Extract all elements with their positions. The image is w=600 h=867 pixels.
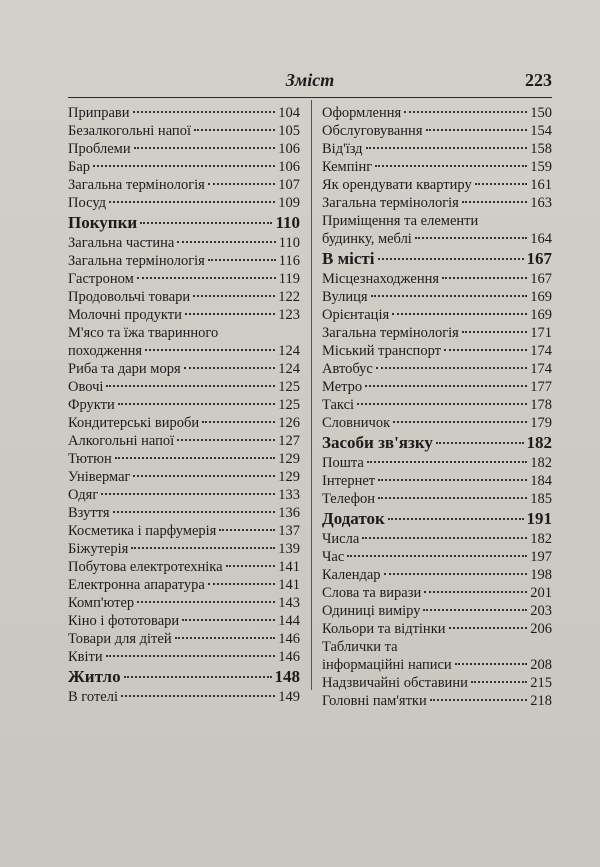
dot-leader [177, 241, 275, 243]
dot-leader [109, 201, 275, 203]
page-header [68, 70, 552, 94]
toc-entry-title: Фрукти [68, 397, 115, 413]
toc-section [322, 248, 552, 270]
toc-entry [322, 454, 552, 472]
toc-left-column [68, 104, 300, 706]
toc-entry-title-cont: походження [68, 343, 143, 359]
toc-entry-title: Числа [322, 531, 360, 547]
toc-entry [322, 620, 552, 638]
dot-leader [436, 442, 524, 444]
toc-entry-title: М'ясо та їжа тваринного [68, 325, 219, 341]
dot-leader [376, 367, 527, 369]
toc-entry [68, 558, 300, 576]
dot-leader [462, 331, 527, 333]
dot-leader [177, 439, 275, 441]
toc-entry-page: 126 [278, 415, 300, 431]
toc-entry [68, 414, 300, 432]
toc-entry-page: 178 [530, 397, 552, 413]
toc-entry-title: Кемпінг [322, 159, 373, 175]
column-divider [311, 100, 312, 690]
toc-entry-page: 150 [530, 105, 552, 121]
dot-leader [423, 609, 527, 611]
dot-leader [347, 555, 527, 557]
toc-entry-page: 146 [278, 631, 300, 647]
toc-entry [68, 194, 300, 212]
dot-leader [430, 699, 528, 701]
toc-entry [322, 306, 552, 324]
toc-entry-page: 184 [530, 473, 552, 489]
dot-leader [202, 421, 275, 423]
toc-entry-title: Овочі [68, 379, 104, 395]
toc-entry [322, 324, 552, 342]
toc-entry-page: 167 [530, 271, 552, 287]
toc-entry-title: Побутова електротехніка [68, 559, 223, 575]
toc-entry-title: Одиниці виміру [322, 603, 421, 619]
toc-entry-title: Приправи [68, 105, 130, 121]
dot-leader [378, 258, 524, 260]
dot-leader [378, 479, 527, 481]
toc-entry-page: 208 [530, 657, 552, 673]
toc-entry-title: Загальна термінологія [322, 325, 459, 341]
toc-entry [68, 234, 300, 252]
toc-entry-page: 129 [278, 469, 300, 485]
dot-leader [449, 627, 528, 629]
dot-leader [133, 475, 275, 477]
toc-entry [322, 396, 552, 414]
toc-section [68, 212, 300, 234]
toc-entry-page: 167 [526, 249, 552, 268]
dot-leader [118, 403, 276, 405]
dot-leader [106, 385, 275, 387]
toc-entry-title: Безалкогольні напої [68, 123, 191, 139]
toc-entry-title: В готелі [68, 689, 118, 705]
toc-entry-title: Засоби зв'язку [322, 433, 433, 452]
toc-entry [68, 158, 300, 176]
toc-entry-title: Надзвичайні обставини [322, 675, 468, 691]
toc-entry [322, 414, 552, 432]
dot-leader [175, 637, 276, 639]
toc-entry [68, 540, 300, 558]
toc-entry-title: Загальна термінологія [68, 253, 205, 269]
toc-entry-page: 203 [530, 603, 552, 619]
toc-entry [68, 360, 300, 378]
toc-entry-page: 109 [278, 195, 300, 211]
toc-entry-title: Телефон [322, 491, 375, 507]
toc-entry [322, 638, 552, 674]
dot-leader [185, 313, 275, 315]
dot-leader [462, 201, 527, 203]
toc-entry [68, 576, 300, 594]
dot-leader [375, 165, 527, 167]
toc-entry [322, 194, 552, 212]
toc-entry [68, 270, 300, 288]
dot-leader [182, 619, 275, 621]
dot-leader [455, 663, 528, 665]
toc-entry [68, 522, 300, 540]
toc-entry [68, 630, 300, 648]
dot-leader [367, 461, 527, 463]
toc-entry-page: 139 [278, 541, 300, 557]
toc-entry-title: Оформлення [322, 105, 402, 121]
toc-entry-title: Універмаг [68, 469, 131, 485]
toc-entry [322, 212, 552, 248]
toc-section [322, 508, 552, 530]
toc-entry [68, 140, 300, 158]
toc-entry [322, 288, 552, 306]
toc-entry-page: 133 [278, 487, 300, 503]
toc-entry-page: 136 [278, 505, 300, 521]
dot-leader [393, 421, 527, 423]
dot-leader [121, 695, 275, 697]
toc-entry-title: Додаток [322, 509, 385, 528]
toc-entry [322, 378, 552, 396]
toc-entry-title: Загальна термінологія [68, 177, 205, 193]
dot-leader [392, 313, 527, 315]
toc-entry [322, 692, 552, 710]
dot-leader [113, 511, 276, 513]
toc-entry [68, 468, 300, 486]
dot-leader [193, 295, 275, 297]
dot-leader [184, 367, 276, 369]
toc-section [322, 432, 552, 454]
toc-entry-page: 144 [278, 613, 300, 629]
toc-entry-page: 141 [278, 577, 300, 593]
toc-entry-title: Як орендувати квартиру [322, 177, 472, 193]
toc-entry-page: 182 [526, 433, 552, 452]
toc-entry-title: Календар [322, 567, 381, 583]
toc-entry-page: 107 [278, 177, 300, 193]
toc-entry-title: Таксі [322, 397, 355, 413]
toc-entry [68, 176, 300, 194]
toc-entry-title: Продовольчі товари [68, 289, 191, 305]
toc-entry-page: 129 [278, 451, 300, 467]
toc-entry [68, 104, 300, 122]
toc-entry-page: 148 [274, 667, 300, 686]
toc-entry-page: 169 [530, 289, 552, 305]
toc-entry-page: 163 [530, 195, 552, 211]
dot-leader [194, 129, 275, 131]
toc-entry [322, 548, 552, 566]
toc-entry-title: Орієнтація [322, 307, 390, 323]
toc-entry-page: 122 [278, 289, 300, 305]
toc-entry-title: Взуття [68, 505, 110, 521]
toc-entry-page: 215 [530, 675, 552, 691]
toc-entry-page: 149 [278, 689, 300, 705]
toc-entry-title: Кондитерські вироби [68, 415, 200, 431]
toc-entry [68, 252, 300, 270]
toc-entry [68, 324, 300, 360]
toc-entry [68, 122, 300, 140]
toc-entry-title: Місцезнаходження [322, 271, 440, 287]
toc-entry-page: 127 [278, 433, 300, 449]
toc-entry [68, 486, 300, 504]
toc-entry-page: 197 [530, 549, 552, 565]
toc-entry [68, 450, 300, 468]
dot-leader [365, 385, 527, 387]
toc-entry-page: 116 [278, 253, 300, 269]
dot-leader [388, 518, 524, 520]
toc-entry-page: 185 [530, 491, 552, 507]
toc-entry-title: Товари для дітей [68, 631, 172, 647]
dot-leader [378, 497, 527, 499]
dot-leader [426, 129, 528, 131]
dot-leader [424, 591, 527, 593]
page-title: Зміст [285, 70, 335, 90]
toc-entry-title: Покупки [68, 213, 138, 232]
toc-entry [68, 396, 300, 414]
toc-entry-page: 124 [278, 361, 300, 377]
dot-leader [208, 183, 275, 185]
toc-entry [322, 566, 552, 584]
toc-entry-title: Гастроном [68, 271, 134, 287]
toc-entry-title: Кольори та відтінки [322, 621, 446, 637]
toc-entry [322, 122, 552, 140]
dot-leader [226, 565, 276, 567]
toc-entry-page: 201 [530, 585, 552, 601]
toc-entry [68, 688, 300, 706]
toc-entry-title: Бар [68, 159, 91, 175]
page-number: 223 [525, 70, 552, 90]
toc-entry-title: В місті [322, 249, 375, 268]
dot-leader [93, 165, 275, 167]
toc-entry-title: Молочні продукти [68, 307, 182, 323]
toc-entry [322, 360, 552, 378]
dot-leader [106, 655, 276, 657]
toc-entry [68, 648, 300, 666]
dot-leader [208, 259, 276, 261]
dot-leader [471, 681, 527, 683]
toc-entry-page: 198 [530, 567, 552, 583]
toc-entry-page: 106 [278, 159, 300, 175]
toc-entry-title: Одяг [68, 487, 99, 503]
dot-leader [366, 147, 528, 149]
toc-entry [322, 158, 552, 176]
toc-entry-page: 174 [530, 343, 552, 359]
toc-entry-page: 161 [530, 177, 552, 193]
toc-entry-title: Квіти [68, 649, 103, 665]
toc-entry-page: 123 [278, 307, 300, 323]
toc-entry-title: Головні пам'ятки [322, 693, 427, 709]
toc-entry-title: Міський транспорт [322, 343, 441, 359]
toc-entry-page: 191 [526, 509, 552, 528]
toc-entry-title: Косметика і парфумерія [68, 523, 217, 539]
toc-entry [322, 342, 552, 360]
toc-entry [322, 602, 552, 620]
toc-entry-title: Вулиця [322, 289, 368, 305]
toc-entry-page: 141 [278, 559, 300, 575]
toc-entry [68, 504, 300, 522]
dot-leader [219, 529, 275, 531]
toc-entry [322, 584, 552, 602]
toc-entry-title: Таблички та [322, 639, 398, 655]
toc-entry-page: 154 [530, 123, 552, 139]
toc-entry-title: Риба та дари моря [68, 361, 181, 377]
dot-leader [415, 237, 527, 239]
toc-entry-title: Проблеми [68, 141, 131, 157]
toc-entry-title: Обслуговування [322, 123, 423, 139]
toc-entry-page: 206 [530, 621, 552, 637]
toc-entry-page: 146 [278, 649, 300, 665]
toc-entry [322, 674, 552, 692]
dot-leader [404, 111, 527, 113]
toc-entry [322, 176, 552, 194]
dot-leader [384, 573, 528, 575]
toc-entry-page: 106 [278, 141, 300, 157]
toc-entry-title: Інтернет [322, 473, 376, 489]
toc-entry-title: Пошта [322, 455, 364, 471]
toc-entry-title: Посуд [68, 195, 107, 211]
toc-entry-title-cont: інформаційні написи [322, 657, 452, 673]
toc-entry [322, 472, 552, 490]
dot-leader [145, 349, 275, 351]
toc-entry-title: Біжутерія [68, 541, 129, 557]
toc-entry [68, 306, 300, 324]
dot-leader [137, 601, 275, 603]
dot-leader [133, 111, 276, 113]
toc-entry [68, 594, 300, 612]
dot-leader [371, 295, 528, 297]
toc-entry [68, 432, 300, 450]
toc-entry-page: 159 [530, 159, 552, 175]
toc-entry-title: Алкогольні напої [68, 433, 175, 449]
toc-entry-title: Кіно і фототовари [68, 613, 180, 629]
toc-right-column [322, 104, 552, 710]
toc-entry-page: 124 [278, 343, 300, 359]
dot-leader [137, 277, 276, 279]
dot-leader [124, 676, 272, 678]
toc-entry-title: Словничок [322, 415, 391, 431]
toc-entry-page: 119 [278, 271, 300, 287]
toc-entry-title: Слова та вирази [322, 585, 422, 601]
toc-entry-title: Житло [68, 667, 121, 686]
toc-entry-page: 169 [530, 307, 552, 323]
toc-entry-title: Комп'ютер [68, 595, 135, 611]
toc-entry-page: 143 [278, 595, 300, 611]
toc-entry [322, 140, 552, 158]
dot-leader [475, 183, 528, 185]
toc-entry-page: 104 [278, 105, 300, 121]
toc-entry-page: 110 [275, 213, 300, 232]
toc-entry-title: Загальна частина [68, 235, 175, 251]
toc-entry-title: Тютюн [68, 451, 112, 467]
toc-entry-page: 177 [530, 379, 552, 395]
toc-entry-page: 171 [530, 325, 552, 341]
header-rule [68, 97, 552, 98]
toc-entry [322, 104, 552, 122]
toc-entry-title: Електронна апаратура [68, 577, 205, 593]
dot-leader [101, 493, 275, 495]
dot-leader [357, 403, 527, 405]
dot-leader [140, 222, 272, 224]
toc-entry-page: 182 [530, 455, 552, 471]
toc-entry-title: Приміщення та елементи [322, 213, 479, 229]
dot-leader [131, 547, 275, 549]
toc-entry [322, 270, 552, 288]
toc-entry-page: 164 [530, 231, 552, 247]
toc-entry-title-cont: будинку, меблі [322, 231, 412, 247]
toc-entry [68, 378, 300, 396]
toc-entry-title: Метро [322, 379, 363, 395]
toc-entry-page: 218 [530, 693, 552, 709]
toc-section [68, 666, 300, 688]
toc-entry [322, 530, 552, 548]
toc-entry-page: 125 [278, 379, 300, 395]
toc-entry-title: Загальна термінологія [322, 195, 459, 211]
toc-entry [68, 288, 300, 306]
dot-leader [362, 537, 527, 539]
dot-leader [442, 277, 527, 279]
dot-leader [115, 457, 276, 459]
dot-leader [444, 349, 527, 351]
toc-entry-page: 182 [530, 531, 552, 547]
dot-leader [208, 583, 275, 585]
toc-entry [68, 612, 300, 630]
toc-entry-page: 179 [530, 415, 552, 431]
toc-entry-title: Від'їзд [322, 141, 363, 157]
dot-leader [134, 147, 276, 149]
toc-entry-title: Час [322, 549, 345, 565]
toc-entry [322, 490, 552, 508]
toc-entry-page: 105 [278, 123, 300, 139]
toc-entry-page: 174 [530, 361, 552, 377]
toc-entry-page: 125 [278, 397, 300, 413]
toc-entry-page: 110 [278, 235, 300, 251]
toc-entry-page: 137 [278, 523, 300, 539]
toc-entry-title: Автобус [322, 361, 373, 377]
toc-entry-page: 158 [530, 141, 552, 157]
